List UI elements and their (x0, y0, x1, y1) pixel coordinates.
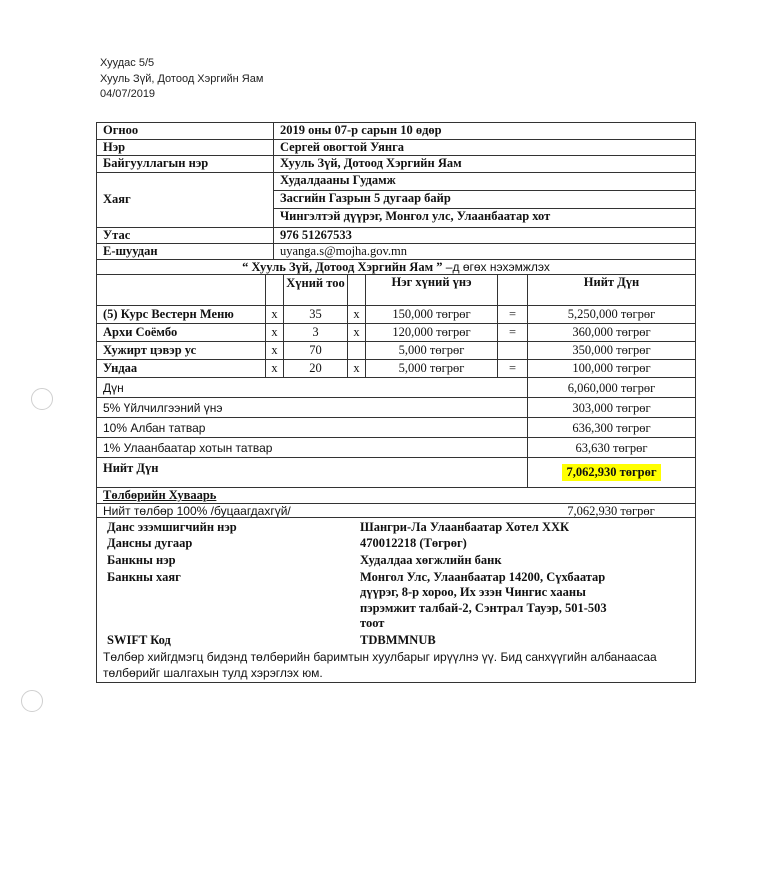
invoice-title-org: “ Хууль Зүй, Дотоод Хэргийн Яам ” (242, 260, 443, 274)
item-x1: x (265, 324, 283, 341)
item-x1: x (265, 342, 283, 359)
item-eq: = (497, 306, 527, 323)
summary-label: 10% Албан татвар (103, 421, 206, 435)
account-holder-value: Шангри-Ла Улаанбаатар Хотел ХХК (360, 520, 570, 534)
punch-hole-top (31, 388, 53, 410)
punch-hole-bottom (21, 690, 43, 712)
summary-row (97, 378, 695, 398)
item-qty: 20 (283, 360, 347, 377)
grand-total-value-cell (527, 458, 695, 487)
header-item-blank (97, 275, 265, 305)
email-label: Е-шуудан (103, 244, 158, 258)
item-x2: x (347, 306, 365, 323)
item-eq: = (497, 324, 527, 341)
date-label: Огноо (103, 123, 139, 137)
swift-label: SWIFT Код (107, 633, 171, 647)
invoice-title (97, 260, 695, 274)
invoice-document (96, 122, 696, 683)
summary-label: Дүн (103, 381, 124, 395)
item-name: Ундаа (103, 361, 138, 375)
table-header-row (97, 275, 695, 306)
item-qty: 70 (283, 342, 347, 359)
swift-value: TDBMMNUB (360, 633, 436, 647)
schedule-title-text: Төлбөрийн Хуваарь (103, 488, 217, 502)
bank-name-label: Банкны нэр (107, 553, 176, 567)
invoice-title-suffix: –д өгөх нэхэмжлэх (442, 260, 550, 274)
account-number-value: 470012218 (Төгрөг) (360, 536, 467, 550)
account-holder-label: Данс эзэмшигчийн нэр (107, 520, 237, 534)
summary-label: 5% Үйлчилгээний үнэ (103, 401, 223, 415)
item-total: 360,000 төгрөг (527, 324, 695, 341)
header-organization: Хууль Зүй, Дотоод Хэргийн Яам (100, 72, 264, 85)
header-date: 04/07/2019 (100, 88, 156, 100)
summary-row (97, 438, 695, 458)
organization-row (97, 156, 695, 173)
name-row (97, 140, 695, 156)
schedule-value: 7,062,930 төгрөг (567, 504, 655, 517)
address-label: Хаяг (103, 192, 131, 206)
header-x2-blank (347, 275, 365, 305)
header-eq-blank (497, 275, 527, 305)
grand-total-value: 7,062,930 төгрөг (562, 464, 660, 481)
table-row (97, 360, 695, 378)
table-row (97, 342, 695, 360)
date-row (97, 123, 695, 140)
item-x2: x (347, 324, 365, 341)
header-unit-price: Нэг хүний үнэ (365, 275, 497, 305)
payment-note: Төлбөр хийгдмэгц бидэнд төлбөрийн баримтын хуулбарыг ирүүлнэ үү. Бид санхүүгийн албанаасаа төлбөрийг шалгахын тулд хэрэглэх юм. (103, 650, 657, 680)
bank-name-value: Худалдаа хөгжлийн банк (360, 553, 502, 567)
bank-address-line-2: дүүрэг, 8-р хороо, Их эзэн Чингис хааны (360, 585, 586, 600)
address-row (97, 173, 695, 228)
schedule-row (97, 503, 695, 518)
bank-address-line-3: пэрэмжит талбай-2, Сэнтрал Тауэр, 501-503 (360, 600, 607, 615)
address-line-1: Худалдааны Гудамж (274, 173, 695, 191)
item-price: 150,000 төгрөг (365, 306, 497, 323)
phone-row (97, 228, 695, 244)
header-days: Хүний тоо (283, 275, 347, 305)
email-row (97, 244, 695, 260)
bank-address-line-1: Монгол Улс, Улаанбаатар 14200, Сүхбаатар (360, 570, 606, 584)
table-row (97, 324, 695, 342)
item-total: 350,000 төгрөг (527, 342, 695, 359)
item-price: 5,000 төгрөг (365, 342, 497, 359)
address-line-2: Засгийн Газрын 5 дугаар байр (274, 191, 695, 209)
date-value: 2019 оны 07-р сарын 10 өдөр (273, 123, 695, 139)
item-x1: x (265, 306, 283, 323)
item-total: 5,250,000 төгрөг (527, 306, 695, 323)
table-row (97, 306, 695, 324)
account-number-label: Дансны дугаар (107, 536, 193, 550)
item-name: Хужирт цэвэр ус (103, 343, 197, 357)
grand-total-row (97, 458, 695, 488)
item-qty: 3 (283, 324, 347, 341)
name-label: Нэр (103, 140, 126, 154)
item-x2: x (347, 360, 365, 377)
item-name: (5) Курс Вестерн Меню (103, 307, 234, 321)
item-total: 100,000 төгрөг (527, 360, 695, 377)
item-name: Архи Соёмбо (103, 325, 178, 339)
item-x2 (347, 342, 365, 359)
summary-row (97, 418, 695, 438)
item-x1: x (265, 360, 283, 377)
item-qty: 35 (283, 306, 347, 323)
address-line-3: Чингэлтэй дүүрэг, Монгол улс, Улаанбаатар хот (280, 209, 551, 223)
bank-address-line-4: тоот (360, 615, 385, 630)
grand-total-label: Нийт Дүн (103, 461, 159, 475)
bank-address-label: Банкны хаяг (107, 570, 181, 584)
payment-schedule-title (97, 488, 695, 503)
item-eq: = (497, 360, 527, 377)
item-price: 120,000 төгрөг (365, 324, 497, 341)
page-header (100, 56, 263, 103)
schedule-label: Нийт төлбөр 100% /буцаагдахгүй/ (103, 504, 291, 517)
organization-value: Хууль Зүй, Дотоод Хэргийн Яам (273, 156, 695, 172)
summary-value: 6,060,000 төгрөг (527, 378, 695, 397)
summary-label: 1% Улаанбаатар хотын татвар (103, 441, 273, 455)
summary-value: 63,630 төгрөг (527, 438, 695, 457)
summary-value: 636,300 төгрөг (527, 418, 695, 437)
item-eq (497, 342, 527, 359)
summary-row (97, 398, 695, 418)
phone-value: 976 51267533 (273, 228, 695, 243)
email-value: uyanga.s@mojha.gov.mn (273, 244, 695, 259)
phone-label: Утас (103, 228, 131, 242)
item-price: 5,000 төгрөг (365, 360, 497, 377)
organization-label: Байгууллагын нэр (103, 156, 209, 170)
header-x-blank (265, 275, 283, 305)
header-total: Нийт Дүн (527, 275, 695, 305)
name-value: Сергей овогтой Уянга (273, 140, 695, 155)
invoice-title-row (97, 260, 695, 275)
summary-value: 303,000 төгрөг (527, 398, 695, 417)
bank-address-value (360, 570, 607, 631)
address-lines (273, 173, 695, 227)
page-number: Хуудас 5/5 (100, 57, 155, 69)
